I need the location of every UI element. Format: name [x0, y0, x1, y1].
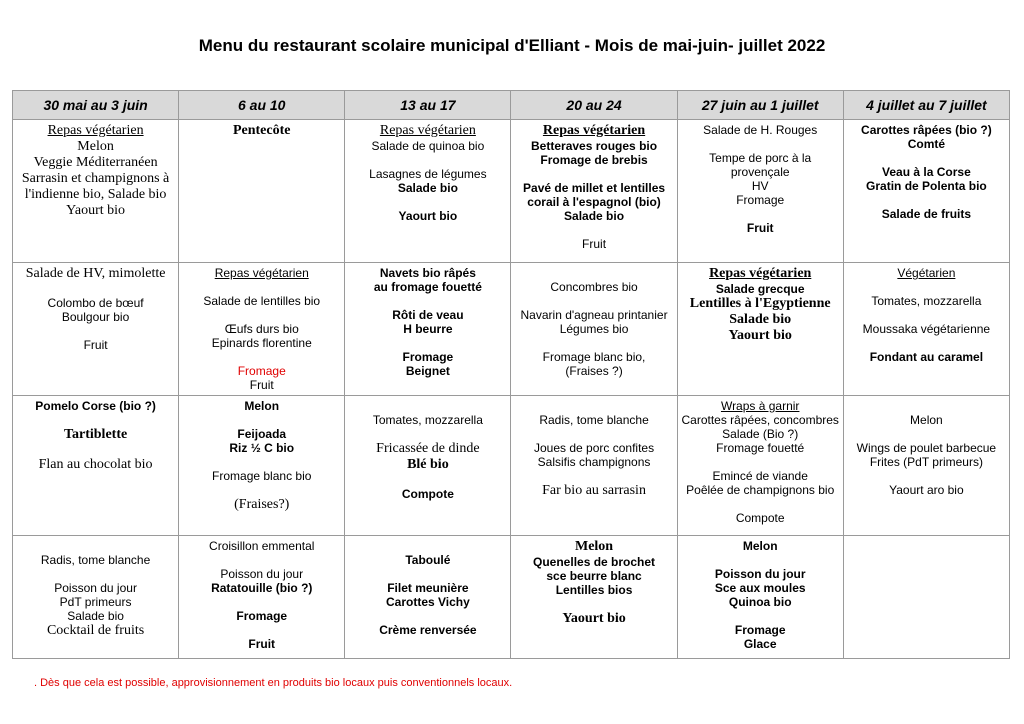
menu-item: HV [751, 179, 769, 193]
menu-item: Blé bio [407, 457, 449, 472]
menu-item: Pentecôte [232, 123, 291, 138]
menu-item: Ratatouille (bio ?) [211, 581, 313, 595]
menu-item: Wraps à garnir [720, 399, 800, 413]
week-header: 6 au 10 [179, 91, 345, 120]
menu-cell [511, 396, 677, 536]
menu-item: Tempe de porc à la provençale [709, 151, 812, 179]
menu-item: Tartiblette [63, 427, 128, 442]
menu-item: Flan au chocolat bio [38, 457, 153, 472]
menu-item: Melon [742, 539, 778, 553]
menu-item: Yaourt bio [66, 203, 126, 218]
menu-item: Œufs durs bio [224, 322, 299, 336]
menu-item: Salade bio [729, 312, 792, 327]
menu-item: Comté [907, 137, 946, 151]
menu-item: Filet meunière [387, 581, 469, 595]
menu-item: Tomates, mozzarella [372, 413, 483, 427]
menu-item: Salade de H. Rouges [703, 123, 818, 137]
menu-item: Repas végétarien [379, 123, 476, 138]
menu-item: Yaourt bio [398, 209, 458, 223]
menu-item: Repas végétarien [214, 266, 309, 280]
menu-item: Fromage de brebis [540, 153, 648, 167]
menu-item: Wings de poulet barbecue [856, 441, 997, 455]
menu-item: Salade (Bio ?) [722, 427, 799, 441]
menu-item: Betteraves rouges bio [531, 139, 658, 153]
menu-cell [677, 120, 843, 263]
menu-item: Fromage [734, 623, 786, 637]
menu-item: Fromage [236, 609, 288, 623]
menu-item: Fromage [237, 364, 286, 378]
menu-cell [13, 263, 179, 396]
menu-cell [843, 120, 1009, 263]
menu-item: Végétarien [897, 266, 956, 280]
menu-item: Salade de fruits [881, 207, 972, 221]
menu-item: Fruit [83, 338, 108, 352]
menu-item: Légumes bio [559, 322, 629, 336]
menu-item: Riz ½ C bio [229, 441, 295, 455]
menu-item: Taboulé [405, 553, 451, 567]
menu-cell [13, 396, 179, 536]
menu-item: Epinards florentine [211, 336, 312, 350]
menu-cell [345, 396, 511, 536]
menu-item: Moussaka végétarienne [862, 322, 991, 336]
menu-cell [179, 263, 345, 396]
menu-cell [511, 263, 677, 396]
menu-item: Poêlée de champignons bio [686, 483, 835, 497]
menu-item: Melon [77, 139, 114, 154]
menu-item: Fromage blanc bio [212, 469, 312, 483]
menu-item: Navets bio râpés [379, 266, 476, 280]
week-header: 20 au 24 [511, 91, 677, 120]
menu-cell [179, 536, 345, 659]
menu-item: Salade de HV, mimolette [25, 266, 166, 281]
menu-item: Crème renversée [379, 623, 477, 637]
menu-item: Repas végétarien [542, 123, 646, 138]
menu-item: Lasagnes de légumes [369, 167, 487, 181]
menu-item: sce beurre blanc [546, 569, 642, 583]
menu-item: Carottes râpées, concombres [681, 413, 839, 427]
menu-item: Fromage [736, 193, 785, 207]
menu-cell [677, 396, 843, 536]
menu-item: Cocktail de fruits [46, 623, 145, 638]
week-header: 4 juillet au 7 juillet [843, 91, 1009, 120]
week-row [13, 396, 1010, 536]
menu-item: Yaourt aro bio [889, 483, 964, 497]
menu-item: Far bio au sarrasin [542, 483, 646, 498]
menu-cell [179, 120, 345, 263]
menu-item: Fruit [582, 237, 607, 251]
menu-item: Repas végétarien [47, 123, 144, 138]
menu-item: Salade grecque [715, 282, 805, 296]
menu-item: PdT primeurs [59, 595, 132, 609]
menu-item: Salsifis champignons [537, 455, 651, 469]
menu-item: Feijoada [237, 427, 287, 441]
menu-item: Rôti de veau [392, 308, 464, 322]
menu-cell [13, 120, 179, 263]
menu-cell [345, 536, 511, 659]
menu-item: Boulgour bio [61, 310, 130, 324]
menu-cell [511, 120, 677, 263]
menu-item: Melon [244, 399, 280, 413]
menu-item: Beignet [405, 364, 450, 378]
menu-item: (Fraises ?) [565, 364, 623, 378]
menu-item: Fruit [249, 378, 274, 392]
menu-item: Fromage [402, 350, 454, 364]
menu-item: Emincé de viande [712, 469, 808, 483]
menu-item: Salade bio [67, 609, 124, 623]
week-header: 13 au 17 [345, 91, 511, 120]
menu-item: Sce aux moules [714, 581, 806, 595]
menu-item: Salade bio [397, 181, 458, 195]
menu-item: Glace [743, 637, 777, 651]
menu-item: Croisillon emmental [209, 539, 315, 553]
menu-item: Salade bio [564, 209, 625, 223]
menu-item: Joues de porc confites [534, 441, 655, 455]
menu-item: Colombo de bœuf [47, 296, 144, 310]
week-row [13, 120, 1010, 263]
menu-item: Navarin d'agneau printanier [520, 308, 668, 322]
week-header: 27 juin au 1 juillet [677, 91, 843, 120]
menu-item: Fruit [248, 637, 276, 651]
menu-item: Quinoa bio [728, 595, 792, 609]
menu-item: Pomelo Corse (bio ?) [35, 399, 156, 413]
menu-item: Lentilles à l'Egyptienne [689, 296, 831, 311]
week-row [13, 536, 1010, 659]
menu-item: Fondant au caramel [869, 350, 984, 364]
menu-item: Salade de lentilles bio [203, 294, 321, 308]
header-row [13, 91, 1010, 120]
menu-item: Compote [401, 487, 454, 501]
menu-item: Radis, tome blanche [40, 553, 151, 567]
menu-item: Fromage blanc bio, [542, 350, 646, 364]
menu-item: Veau à la Corse [882, 165, 971, 179]
menu-cell [843, 396, 1009, 536]
menu-item: Poisson du jour [220, 567, 304, 581]
menu-item: Gratin de Polenta bio [866, 179, 987, 193]
menu-item: au fromage fouetté [373, 280, 482, 294]
menu-item: Tomates, mozzarella [871, 294, 982, 308]
menu-item: Melon [574, 539, 614, 554]
menu-cell [345, 263, 511, 396]
menu-cell [345, 120, 511, 263]
menu-item: Carottes Vichy [385, 595, 470, 609]
menu-item: H beurre [403, 322, 453, 336]
menu-item: Repas végétarien [709, 266, 812, 281]
footnote: . Dès que cela est possible, approvisionnement en produits bio locaux puis conventionnels locaux. [34, 677, 513, 689]
menu-item: Melon [910, 413, 943, 427]
menu-item: Lentilles bios [555, 583, 633, 597]
menu-item: Concombres bio [550, 280, 638, 294]
menu-item: Quenelles de brochet [533, 555, 656, 569]
menu-item: Fruit [746, 221, 774, 235]
menu-item: Frites (PdT primeurs) [869, 455, 983, 469]
menu-item: Compote [735, 511, 785, 525]
menu-item: Salade de quinoa bio [371, 139, 485, 153]
menu-cell [179, 396, 345, 536]
menu-item: Poisson du jour [714, 567, 806, 581]
menu-item: Poisson du jour [54, 581, 137, 595]
menu-item: Yaourt bio [728, 328, 792, 343]
menu-item: (Fraises?) [234, 497, 290, 512]
menu-item: Pavé de millet et lentilles corail à l'espagnol (bio) [523, 181, 666, 209]
menu-cell [511, 536, 677, 659]
menu-item: Carottes râpées (bio ?) [861, 123, 992, 137]
menu-cell [677, 263, 843, 396]
menu-cell [13, 536, 179, 659]
menu-item: Yaourt bio [562, 611, 626, 626]
menu-cell [843, 263, 1009, 396]
menu-item: Fricassée de dinde [376, 441, 480, 456]
week-header: 30 mai au 3 juin [13, 91, 179, 120]
menu-title: Menu du restaurant scolaire municipal d'Elliant - Mois de mai-juin- juillet 2022 [198, 36, 826, 55]
menu-item: Fromage fouetté [716, 441, 805, 455]
menu-item: Radis, tome blanche [539, 413, 649, 427]
menu-item: Sarrasin et champignons à l'indienne bio, Salade bio [21, 171, 170, 202]
menu-cell [843, 536, 1009, 659]
menu-table [12, 90, 1010, 659]
menu-item: Veggie Méditerranéen [33, 155, 158, 170]
menu-cell [677, 536, 843, 659]
week-row [13, 263, 1010, 396]
